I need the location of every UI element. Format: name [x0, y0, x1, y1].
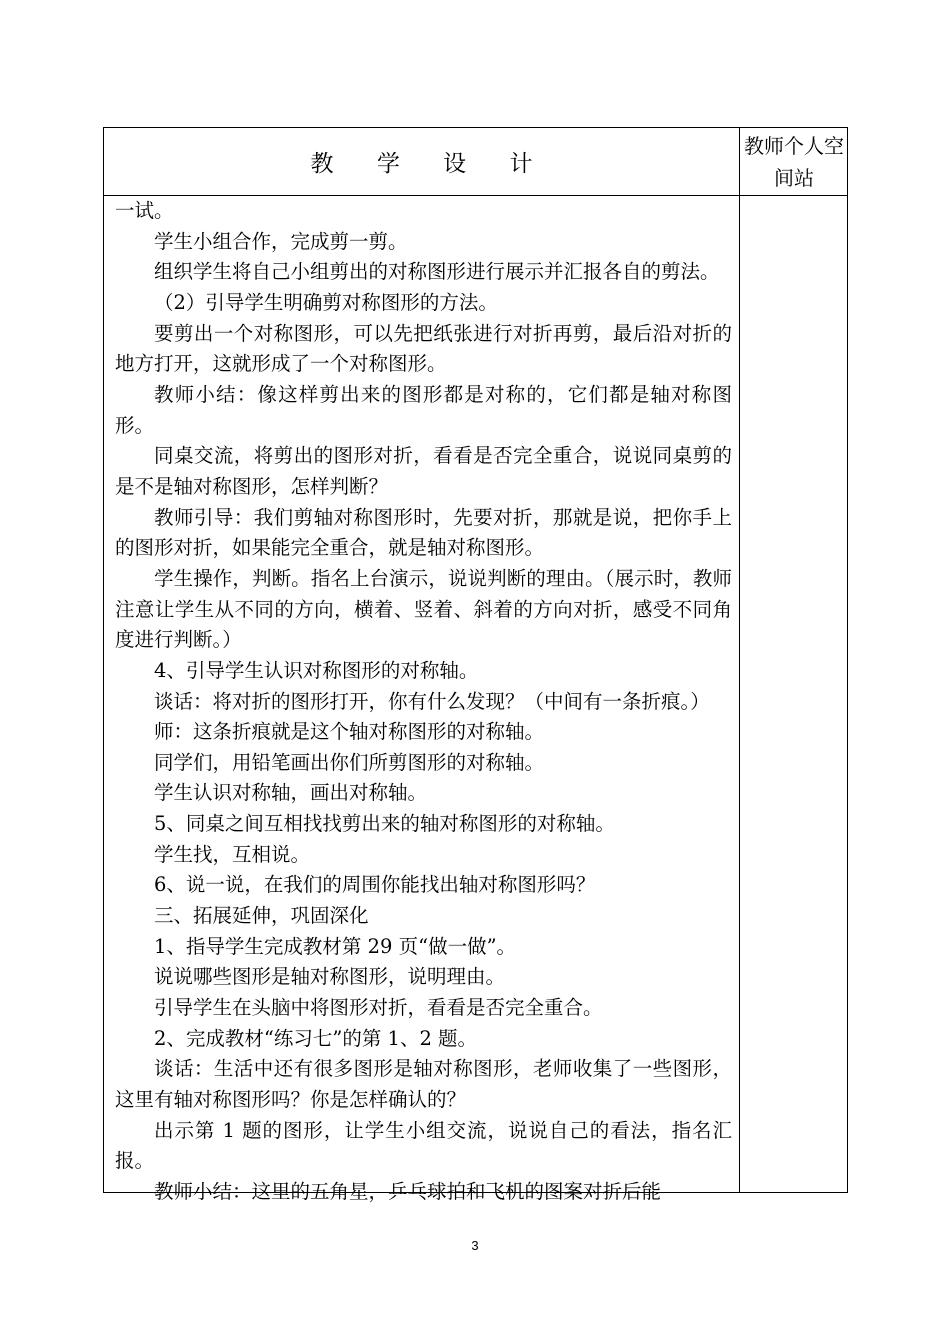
content-paragraph: 引导学生在头脑中将图形对折，看看是否完全重合。	[154, 996, 603, 1020]
content-paragraph: 组织学生将自己小组剪出的对称图形进行展示并汇报各自的剪法。	[154, 260, 720, 284]
content-paragraph: 2、完成教材“练习七”的第 1、2 题。	[154, 1026, 478, 1050]
content-paragraph: 教师小结：这里的五角星，乒乓球拍和飞机的图案对折后能	[154, 1180, 662, 1203]
content-paragraph: 一试。	[115, 199, 174, 222]
lesson-content	[115, 196, 732, 1208]
content-paragraph: 4、引导学生认识对称图形的对称轴。	[154, 658, 479, 682]
table-header-title: 教 学 设 计	[310, 151, 551, 177]
lesson-plan-table	[103, 127, 848, 1203]
table-header-side-title: 教师个人空间站	[744, 134, 844, 190]
content-paragraph: （2）引导学生明确剪对称图形的方法。	[154, 290, 498, 314]
content-paragraph: 1、指导学生完成教材第 29 页“做一做”。	[154, 934, 517, 958]
content-paragraph: 6、说一说，在我们的周围你能找出轴对称图形吗？	[154, 873, 596, 897]
content-paragraph: 教师引导：我们剪轴对称图形时，先要对折，那就是说，把你手上的图形对折，如果能完全重合，就是轴对称图形。	[115, 505, 732, 560]
content-paragraph: 要剪出一个对称图形，可以先把纸张进行对折再剪，最后沿对折的地方打开，这就形成了一个对称图形。	[115, 321, 732, 376]
content-paragraph: 出示第 1 题的图形，让学生小组交流，说说自己的看法，指名汇报。	[115, 1118, 732, 1173]
content-paragraph: 教师小结：像这样剪出来的图形都是对称的，它们都是轴对称图形。	[115, 382, 732, 437]
content-paragraph: 同学们，用铅笔画出你们所剪图形的对称轴。	[154, 750, 545, 774]
content-paragraph: 谈话：将对折的图形打开，你有什么发现？（中间有一条折痕。）	[154, 689, 710, 713]
content-paragraph: 同桌交流，将剪出的图形对折，看看是否完全重合，说说同桌剪的是不是轴对称图形，怎样判断？	[115, 444, 732, 498]
content-paragraph: 说说哪些图形是轴对称图形，说明理由。	[154, 965, 506, 989]
content-paragraph: 谈话：生活中还有很多图形是轴对称图形，老师收集了一些图形，这里有轴对称图形吗？你是怎样确认的？	[115, 1057, 732, 1112]
column-divider	[739, 128, 740, 1192]
content-paragraph: 三、拓展延伸，巩固深化	[154, 904, 369, 928]
content-paragraph: 学生操作，判断。指名上台演示，说说判断的理由。（展示时，教师注意让学生从不同的方向，横着、竖着、斜着的方向对折，感受不同角度进行判断。）	[115, 566, 732, 652]
content-paragraph: 师：这条折痕就是这个轴对称图形的对称轴。	[154, 720, 545, 744]
page-number: 3	[471, 1238, 479, 1253]
content-paragraph: 学生认识对称轴，画出对称轴。	[154, 781, 428, 805]
content-paragraph: 学生小组合作，完成剪一剪。	[154, 229, 408, 253]
content-paragraph: 学生找，互相说。	[154, 842, 311, 866]
content-paragraph: 5、同桌之间互相找找剪出来的轴对称图形的对称轴。	[154, 812, 615, 836]
